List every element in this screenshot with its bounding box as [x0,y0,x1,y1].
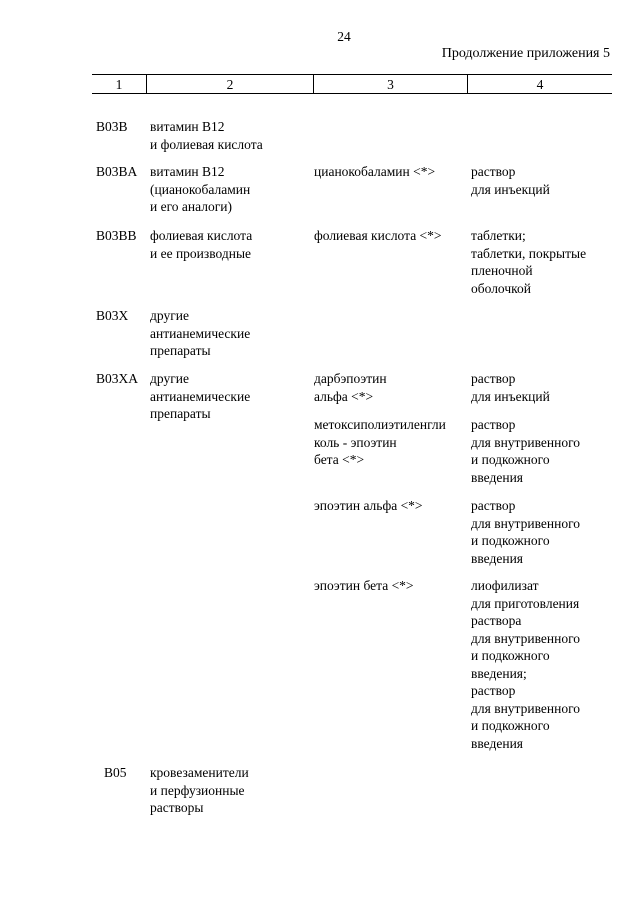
continuation-heading: Продолжение приложения 5 [441,46,610,61]
row-code: B03B [96,119,128,134]
row-substance: метоксиполиэтиленгли коль - эпоэтин бета <*> [314,417,446,467]
header-col-1: 1 [115,77,123,92]
row-dosage-form: раствор для инъекций [471,164,550,197]
header-col-4: 4 [536,77,544,92]
row-group: фолиевая кислота и ее производные [150,228,253,261]
row-substance: эпоэтин альфа <*> [314,498,423,513]
row-group: витамин B12 (цианокобаламин и его аналоги) [150,164,251,214]
row-substance: фолиевая кислота <*> [314,228,442,243]
page-number: 24 [337,29,351,44]
row-group: витамин B12 и фолиевая кислота [150,119,263,152]
row-dosage-form: раствор для внутривенного и подкожного введения [471,498,581,566]
row-substance: дарбэпоэтин альфа <*> [314,371,387,404]
row-substance: эпоэтин бета <*> [314,578,414,593]
row-substance: цианокобаламин <*> [314,164,436,179]
header-top-rule [92,74,612,75]
row-code: B03BB [96,228,137,243]
row-code: B03X [96,308,129,323]
row-code: B03BA [96,164,138,179]
row-dosage-form: таблетки; таблетки, покрытые пленочной оболочкой [471,228,587,296]
row-dosage-form: лиофилизат для приготовления раствора для внутривенного и подкожного введения; раствор для внутривенного и подкожного введения [471,578,581,751]
row-code: B03XA [96,371,139,386]
row-group: другие антианемические препараты [150,371,251,421]
header-col-3: 3 [387,77,394,92]
row-group: кровезаменители и перфузионные растворы [150,765,249,815]
row-group: другие антианемические препараты [150,308,251,358]
header-col-2: 2 [226,77,234,92]
row-dosage-form: раствор для внутривенного и подкожного введения [471,417,581,485]
row-code: B05 [104,765,127,780]
row-dosage-form: раствор для инъекций [471,371,550,404]
